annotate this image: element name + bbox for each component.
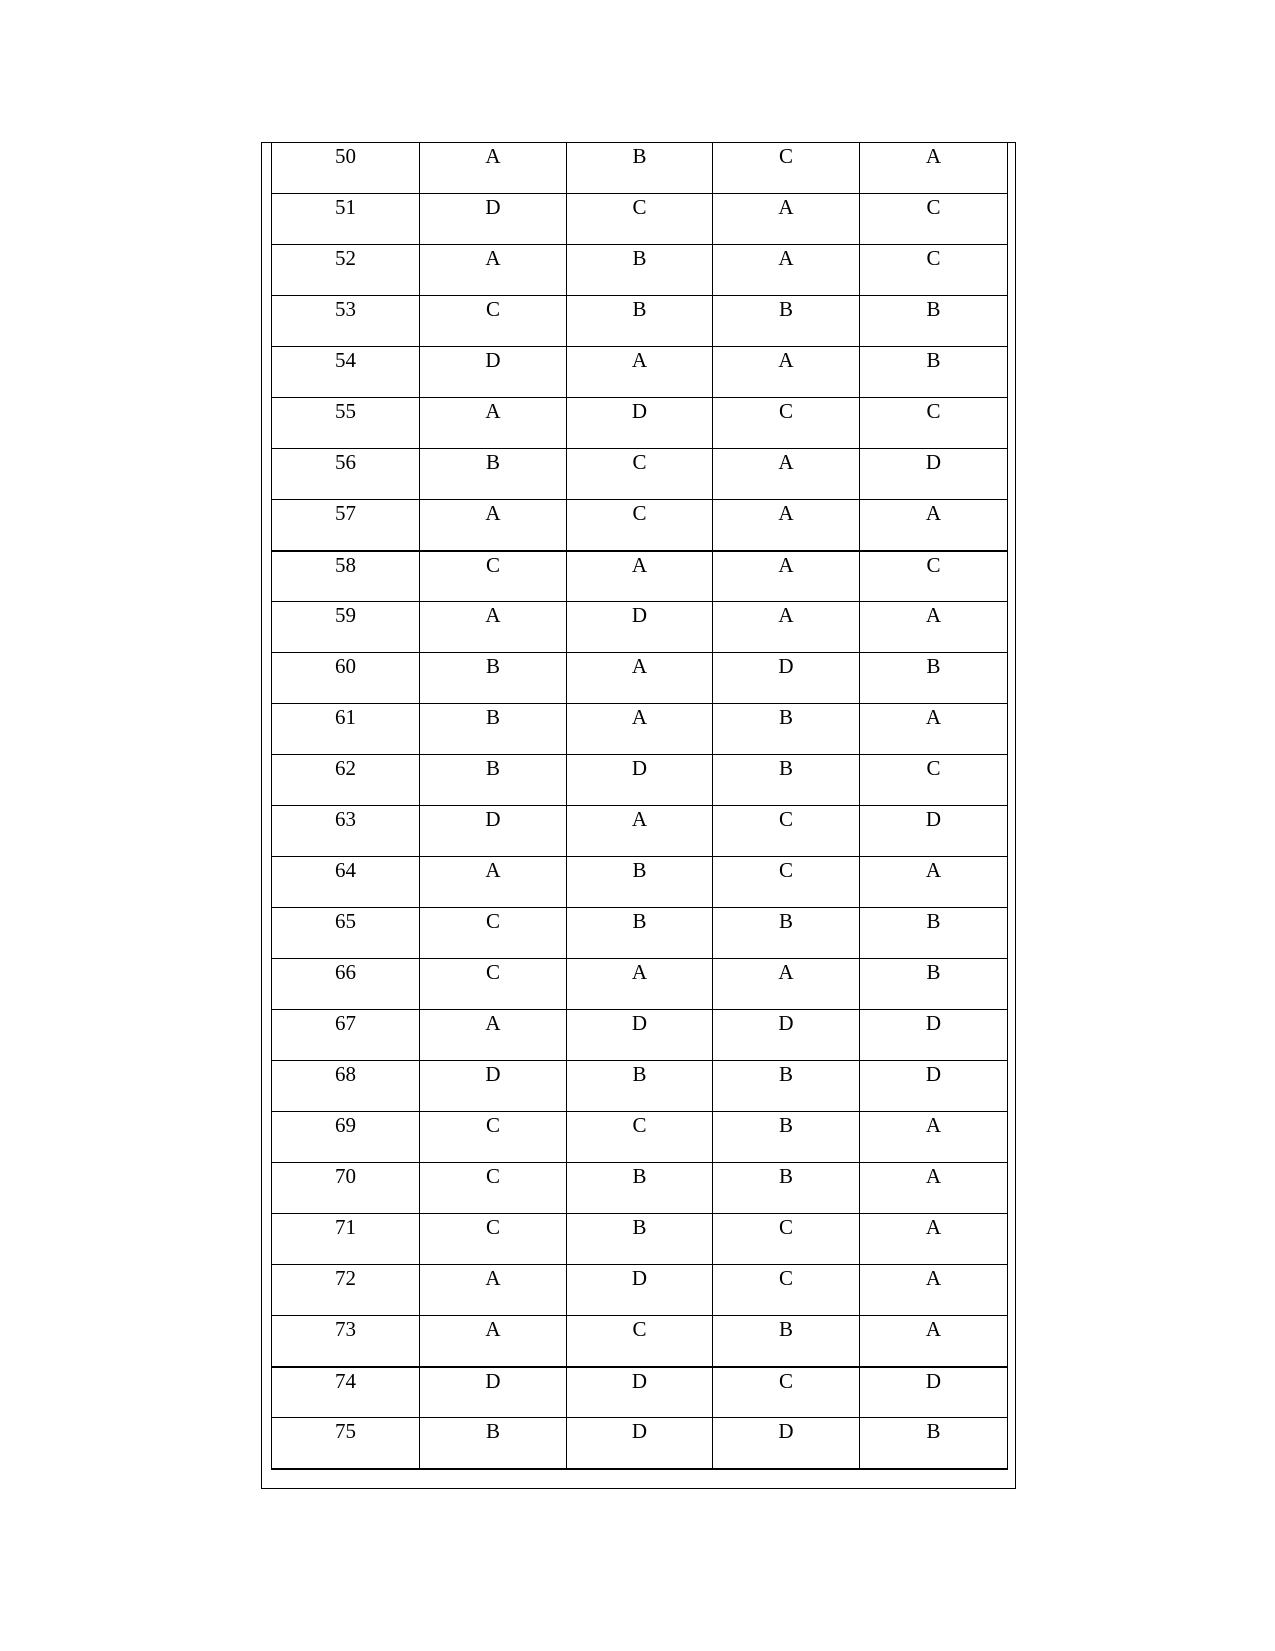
table-row [272,857,1008,908]
answer-cell: A [713,959,860,1010]
answer-cell: B [713,755,860,806]
answer-cell: B [567,1061,713,1112]
answer-cell: A [567,653,713,704]
question-number-cell: 68 [272,1061,420,1112]
table-row [272,1112,1008,1163]
answer-cell: A [860,704,1008,755]
table-row [272,959,1008,1010]
answer-cell: B [860,296,1008,347]
answer-cell: D [713,1418,860,1469]
answer-cell: C [567,194,713,245]
question-number-cell: 64 [272,857,420,908]
answer-cell: B [420,1418,567,1469]
answer-cell: A [420,398,567,449]
answer-cell: C [420,908,567,959]
table-row [272,704,1008,755]
answer-cell: A [860,857,1008,908]
answer-cell: C [420,296,567,347]
table-row [272,500,1008,551]
answer-cell: A [420,857,567,908]
answer-cell: A [713,347,860,398]
table-row [272,653,1008,704]
table-row [272,143,1008,194]
answer-cell: B [713,1061,860,1112]
answer-cell: B [420,653,567,704]
answer-cell: D [713,653,860,704]
answer-cell: D [567,602,713,653]
answer-cell: B [567,296,713,347]
answer-cell: C [860,245,1008,296]
question-number-cell: 71 [272,1214,420,1265]
table-row [272,602,1008,653]
answer-cell: B [860,959,1008,1010]
question-number-cell: 72 [272,1265,420,1316]
question-number-cell: 50 [272,143,420,194]
answer-cell: A [713,194,860,245]
answer-cell: A [420,500,567,551]
answer-cell: A [860,602,1008,653]
answer-cell: B [567,143,713,194]
answer-cell: C [860,398,1008,449]
answer-cell: B [420,449,567,500]
question-number-cell: 62 [272,755,420,806]
answer-cell: B [713,704,860,755]
table-row [272,296,1008,347]
answer-cell: A [713,500,860,551]
answer-cell: C [713,1214,860,1265]
answer-cell: A [567,551,713,602]
answer-cell: C [567,500,713,551]
question-number-cell: 70 [272,1163,420,1214]
answer-cell: C [713,1265,860,1316]
answer-cell: C [860,755,1008,806]
answer-cell: B [713,908,860,959]
answer-cell: C [713,806,860,857]
table-row [272,1316,1008,1367]
question-number-cell: 67 [272,1010,420,1061]
answer-cell: B [860,347,1008,398]
answer-cell: B [713,296,860,347]
table-row [272,1367,1008,1418]
answer-cell: C [713,398,860,449]
table-row [272,347,1008,398]
answer-cell: A [420,1316,567,1367]
answer-cell: A [567,806,713,857]
answer-cell: B [860,653,1008,704]
question-number-cell: 57 [272,500,420,551]
answer-cell: D [420,1367,567,1418]
answer-cell: A [420,1010,567,1061]
answer-cell: D [420,806,567,857]
question-number-cell: 58 [272,551,420,602]
table-row [272,1061,1008,1112]
answer-cell: A [713,602,860,653]
question-number-cell: 65 [272,908,420,959]
answer-cell: A [860,1163,1008,1214]
answer-cell: C [860,194,1008,245]
question-number-cell: 75 [272,1418,420,1469]
answer-cell: A [567,704,713,755]
answer-cell: A [420,602,567,653]
question-number-cell: 52 [272,245,420,296]
answer-cell: A [567,347,713,398]
question-number-cell: 73 [272,1316,420,1367]
table-row [272,245,1008,296]
answer-cell: D [860,1010,1008,1061]
answer-cell: B [713,1316,860,1367]
answer-cell: C [713,857,860,908]
answer-cell: A [713,245,860,296]
answer-cell: A [420,1265,567,1316]
answer-cell: B [567,1214,713,1265]
answer-cell: D [420,347,567,398]
table-row [272,1265,1008,1316]
answer-cell: D [567,398,713,449]
answer-cell: A [860,1316,1008,1367]
answer-cell: C [420,1163,567,1214]
answer-cell: A [420,245,567,296]
answer-cell: D [420,1061,567,1112]
answer-cell: B [567,908,713,959]
answer-cell: D [860,449,1008,500]
answer-key-table [271,142,1008,1470]
answer-cell: D [567,1367,713,1418]
question-number-cell: 53 [272,296,420,347]
answer-cell: C [860,551,1008,602]
answer-cell: B [713,1163,860,1214]
table-row [272,194,1008,245]
answer-cell: B [860,1418,1008,1469]
question-number-cell: 69 [272,1112,420,1163]
table-row [272,1214,1008,1265]
answer-cell: D [420,194,567,245]
answer-key-body [272,143,1008,1469]
question-number-cell: 59 [272,602,420,653]
answer-cell: B [567,245,713,296]
answer-cell: B [567,1163,713,1214]
answer-cell: B [420,704,567,755]
answer-cell: A [420,143,567,194]
answer-cell: C [420,959,567,1010]
answer-cell: D [567,1010,713,1061]
answer-cell: D [567,1265,713,1316]
table-row [272,398,1008,449]
question-number-cell: 66 [272,959,420,1010]
question-number-cell: 51 [272,194,420,245]
table-row [272,449,1008,500]
table-row [272,908,1008,959]
answer-cell: A [860,1112,1008,1163]
answer-cell: D [567,1418,713,1469]
answer-cell: B [713,1112,860,1163]
table-row [272,806,1008,857]
answer-cell: C [713,1367,860,1418]
answer-cell: D [860,806,1008,857]
answer-cell: A [713,449,860,500]
question-number-cell: 55 [272,398,420,449]
answer-cell: C [567,449,713,500]
table-row [272,1010,1008,1061]
answer-cell: D [713,1010,860,1061]
question-number-cell: 63 [272,806,420,857]
table-row [272,551,1008,602]
answer-cell: C [420,551,567,602]
answer-cell: B [567,857,713,908]
question-number-cell: 60 [272,653,420,704]
answer-cell: A [860,1265,1008,1316]
answer-cell: D [860,1061,1008,1112]
answer-cell: C [713,143,860,194]
answer-cell: D [860,1367,1008,1418]
answer-cell: C [420,1214,567,1265]
table-row [272,755,1008,806]
answer-cell: B [860,908,1008,959]
question-number-cell: 54 [272,347,420,398]
answer-cell: A [860,500,1008,551]
answer-cell: A [567,959,713,1010]
answer-cell: A [713,551,860,602]
answer-cell: C [567,1112,713,1163]
question-number-cell: 61 [272,704,420,755]
table-row [272,1418,1008,1469]
table-row [272,1163,1008,1214]
answer-cell: A [860,143,1008,194]
answer-cell: C [567,1316,713,1367]
question-number-cell: 56 [272,449,420,500]
answer-cell: B [420,755,567,806]
answer-cell: D [567,755,713,806]
answer-cell: C [420,1112,567,1163]
answer-cell: A [860,1214,1008,1265]
question-number-cell: 74 [272,1367,420,1418]
